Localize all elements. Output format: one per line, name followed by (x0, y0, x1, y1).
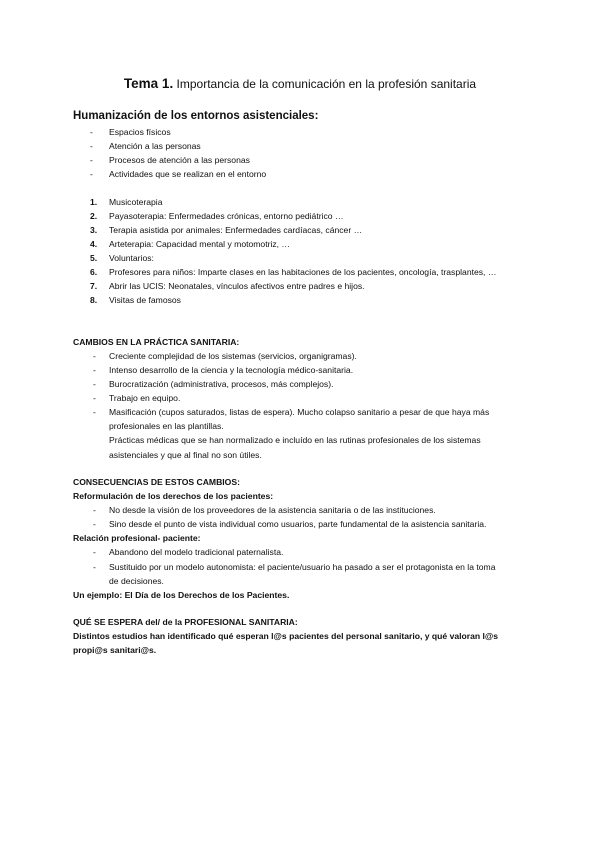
bullet-dash: - (93, 379, 96, 389)
numbered-item (109, 211, 344, 222)
numbered-item-text: Musicoterapia (109, 197, 163, 207)
numbered-item-text: Voluntarios: (109, 253, 154, 263)
list-number: 1. (90, 197, 98, 207)
list-item: Trabajo en equipo. (109, 393, 181, 403)
numbered-item (109, 197, 163, 208)
bullet-dash: - (93, 505, 96, 515)
list-number: 4. (90, 239, 98, 249)
numbered-item-text: Neonatales, vínculos afectivos entre padres e hijos. (168, 281, 365, 291)
list-number: 6. (90, 267, 98, 277)
consecuencias-heading: CONSECUENCIAS DE ESTOS CAMBIOS: (73, 477, 240, 487)
list-item: Actividades que se realizan en el entorno (109, 169, 267, 179)
numbered-item (109, 239, 290, 250)
list-item: Masificación (cupos saturados, listas de espera). Mucho colapso sanitario a pesar de que haya más (109, 407, 490, 417)
numbered-item-prefix: Terapia asistida por animales: (109, 225, 226, 235)
numbered-item-text: Enfermedades cardíacas, cáncer … (225, 225, 363, 235)
example-line: Un ejemplo: El Día de los Derechos de los Pacientes. (73, 590, 290, 600)
list-item-continuation: Prácticas médicas que se han normalizado e incluído en las rutinas profesionales de los sistemas (109, 435, 481, 445)
bullet-dash: - (93, 547, 96, 557)
list-item: Creciente complejidad de los sistemas (servicios, organigramas). (109, 351, 357, 361)
consecuencias-subheading: Reformulación de los derechos de los pacientes: (73, 491, 274, 501)
bullet-dash: - (90, 141, 93, 151)
bullet-dash: - (90, 127, 93, 137)
cambios-heading: CAMBIOS EN LA PRÁCTICA SANITARIA: (73, 337, 240, 347)
numbered-item (109, 281, 365, 292)
list-item: Intenso desarrollo de la ciencia y la tecnología médico-sanitaria. (109, 365, 354, 375)
numbered-item-text: Enfermedades crónicas, entorno pediátrico … (168, 211, 344, 221)
numbered-item (109, 253, 154, 264)
humanizacion-heading: Humanización de los entornos asistenciales: (73, 110, 319, 122)
list-number: 8. (90, 295, 98, 305)
numbered-item-prefix: Profesores para niños: (109, 267, 198, 277)
numbered-item-prefix: Arteterapia: (109, 239, 156, 249)
list-item: Burocratización (administrativa, procesos, más complejos). (109, 379, 334, 389)
list-number: 5. (90, 253, 98, 263)
title-rest: Importancia de la comunicación en la profesión sanitaria (176, 77, 477, 91)
list-item: Sino desde el punto de vista individual como usuarios, parte fundamental de la asistencia sanitaria. (109, 519, 487, 529)
numbered-item-text: Visitas de famosos (109, 295, 181, 305)
bullet-dash: - (90, 169, 93, 179)
list-item: Procesos de atención a las personas (109, 155, 250, 165)
list-item: Abandono del modelo tradicional paternalista. (109, 547, 284, 557)
bullet-dash: - (93, 393, 96, 403)
bullet-dash: - (93, 519, 96, 529)
list-number: 7. (90, 281, 98, 291)
numbered-item (109, 225, 362, 236)
numbered-item-prefix: Payasoterapia: (109, 211, 169, 221)
numbered-item-prefix: Abrir las UCIS: (109, 281, 169, 291)
list-item-continuation: de decisiones. (109, 576, 164, 586)
espera-heading: QUÉ SE ESPERA del/ de la PROFESIONAL SANITARIA: (73, 617, 298, 627)
numbered-item-text: Capacidad mental y motomotriz, … (155, 239, 291, 249)
page-title (0, 76, 600, 91)
numbered-item (109, 295, 181, 306)
espera-text: Distintos estudios han identificado qué esperan l@s pacientes del personal sanitario, y qué valoran l@s (73, 631, 499, 641)
bullet-dash: - (93, 562, 96, 572)
list-item: Espacios físicos (109, 127, 171, 137)
list-item: Atención a las personas (109, 141, 201, 151)
numbered-item-text: Imparte clases en las habitaciones de los pacientes, oncología, trasplantes, … (197, 267, 497, 277)
numbered-item (109, 267, 496, 278)
bullet-dash: - (93, 365, 96, 375)
title-strong: Tema 1. (123, 76, 174, 91)
list-item-continuation: profesionales en las plantillas. (109, 421, 224, 431)
list-item: No desde la visión de los proveedores de la asistencia sanitaria o de las instituciones. (109, 505, 436, 515)
bullet-dash: - (93, 351, 96, 361)
bullet-dash: - (93, 407, 96, 417)
bullet-dash: - (90, 155, 93, 165)
list-item-continuation: asistenciales y que al final no son útiles. (109, 450, 262, 460)
list-number: 3. (90, 225, 98, 235)
list-item: Sustituido por un modelo autonomista: el paciente/usuario ha pasado a ser el protagonista en la toma (109, 562, 496, 572)
consecuencias-subheading: Relación profesional- paciente: (73, 533, 201, 543)
list-number: 2. (90, 211, 98, 221)
espera-text: propi@s sanitari@s. (73, 645, 157, 655)
